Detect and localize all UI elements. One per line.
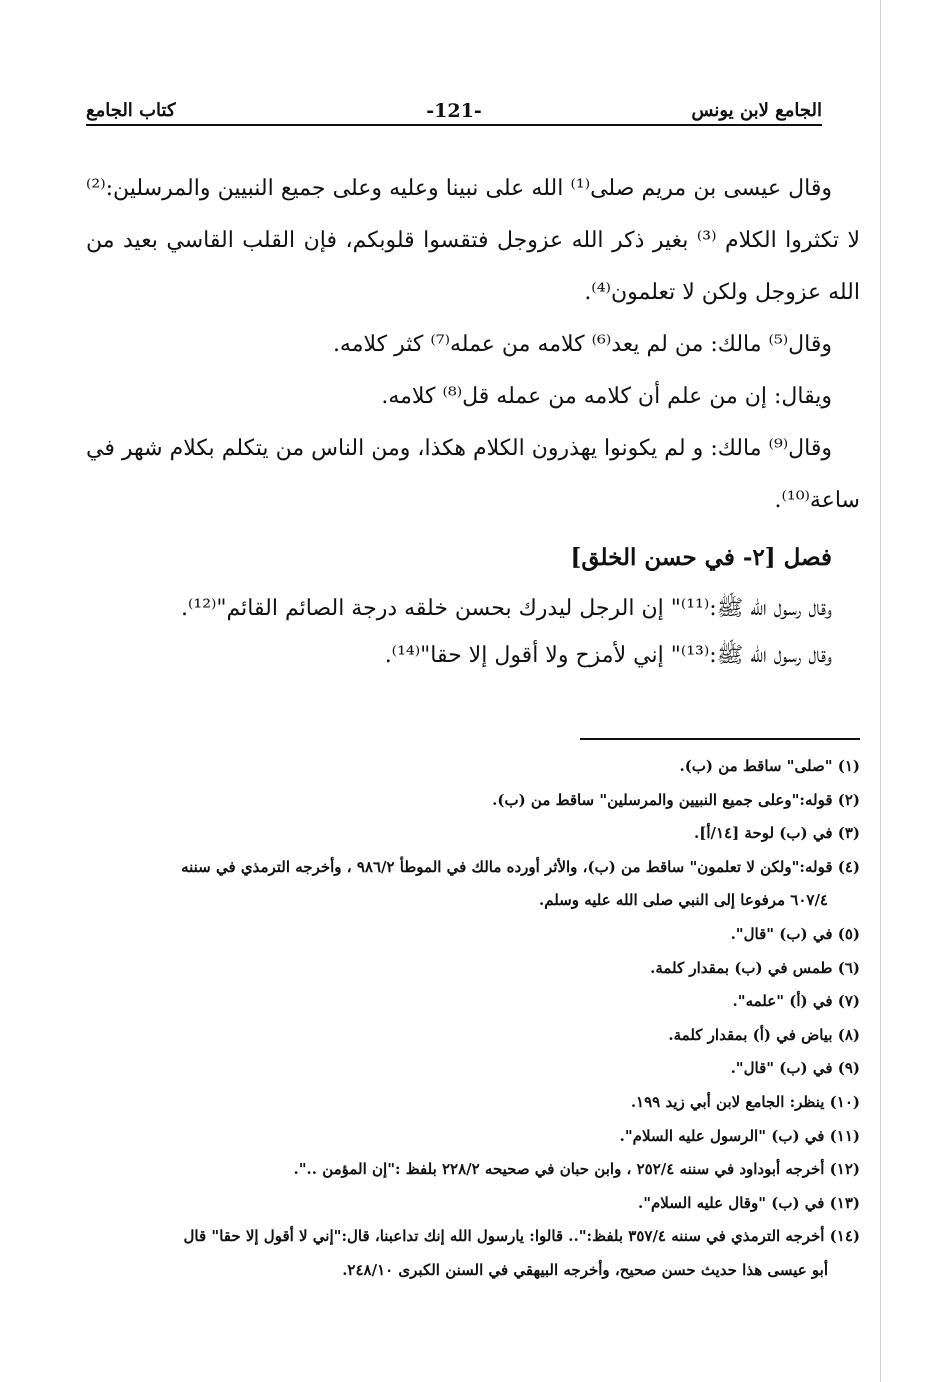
header-book-title: الجامع لابن يونس (691, 100, 822, 121)
footnote-8: (٨) بياض في (أ) بمقدار كلمة. (668, 1025, 860, 1044)
footnote-7: (٧) في (أ) "علمه". (732, 992, 860, 1011)
footnote-4: (٤) قوله:"ولكن لا تعلمون" ساقط من (ب)، والأثر أورده مالك في الموطأ ٩٨٦/٢ ، وأخرجه الترمذي في سننه (181, 857, 860, 876)
section-body (86, 585, 832, 679)
header-page-number: -121- (426, 100, 482, 122)
footnote-13: (١٣) في (ب) "وقال عليه السلام". (637, 1193, 860, 1212)
footnote-10: (١٠) ينظر: الجامع لابن أبي زيد ١٩٩. (630, 1092, 860, 1111)
section-line-1: وقال رسول الله ﷺ:⁽¹¹⁾" إن الرجل ليدرك بحسن خلقه درجة الصائم القائم"⁽¹²⁾. (180, 596, 832, 621)
header-section-name: كتاب الجامع (86, 100, 176, 121)
footnote-14-continued: أبو عيسى هذا حديث حسن صحيح، وأخرجه البيهقي في السنن الكبرى ٢٤٨/١٠. (342, 1260, 828, 1279)
footnotes (86, 750, 860, 1288)
paragraph-1: وقال عيسى بن مريم صلى⁽¹⁾ الله على نبينا وعليه وعلى جميع النبيين والمرسلين:⁽²⁾ لا تكثروا الكلام ⁽³⁾ بغير ذكر الله عزوجل فتقسوا قلوبكم، فإن القلب القاسي بعيد من الله عزوجل ولكن لا تعلمون⁽⁴⁾. (86, 176, 860, 305)
page-edge-line (880, 0, 881, 1382)
paragraph-2: وقال⁽⁵⁾ مالك: من لم يعد⁽⁶⁾ كلامه من عمله⁽⁷⁾ كثر كلامه. (332, 332, 832, 357)
footnote-2: (٢) قوله:"وعلى جميع النبيين والمرسلين" ساقط من (ب). (492, 790, 860, 809)
section-line-2: وقال رسول الله ﷺ:⁽¹³⁾" إني لأمزح ولا أقول إلا حقا"⁽¹⁴⁾. (384, 643, 832, 668)
footnote-4-continued: ٦٠٧/٤ مرفوعا إلى النبي صلى الله عليه وسلم. (539, 891, 828, 910)
footnote-9: (٩) في (ب) "قال". (730, 1059, 860, 1078)
footnote-14: (١٤) أخرجه الترمذي في سننه ٣٥٧/٤ بلفظ:".. قالوا: يارسول الله إنك تداعبنا، قال:"إني لا أقول إلا حقا" قال (183, 1227, 860, 1246)
footnote-5: (٥) في (ب) "قال". (730, 924, 860, 943)
main-text (86, 163, 860, 527)
running-header (86, 100, 822, 124)
paragraph-4: وقال⁽⁹⁾ مالك: و لم يكونوا يهذرون الكلام هكذا، ومن الناس من يتكلم بكلام شهر في ساعة⁽¹⁰⁾. (86, 436, 860, 513)
footnote-rule (580, 738, 860, 740)
footnote-6: (٦) طمس في (ب) بمقدار كلمة. (650, 958, 860, 977)
header-rule (86, 124, 822, 126)
paragraph-3: ويقال: إن من علم أن كلامه من عمله قل⁽⁸⁾ كلامه. (381, 384, 832, 409)
footnote-3: (٣) في (ب) لوحة [١٤/أ]. (694, 824, 860, 843)
section-title: فصل [٢- في حسن الخلق] (570, 544, 832, 571)
footnote-1: (١) "صلى" ساقط من (ب). (679, 757, 860, 775)
footnote-12: (١٢) أخرجه أبوداود في سننه ٢٥٢/٤ ، وابن حبان في صحيحه ٢٢٨/٢ بلفظ :"إن المؤمن ..". (293, 1160, 860, 1179)
footnote-11: (١١) في (ب) "الرسول عليه السلام". (619, 1126, 860, 1145)
